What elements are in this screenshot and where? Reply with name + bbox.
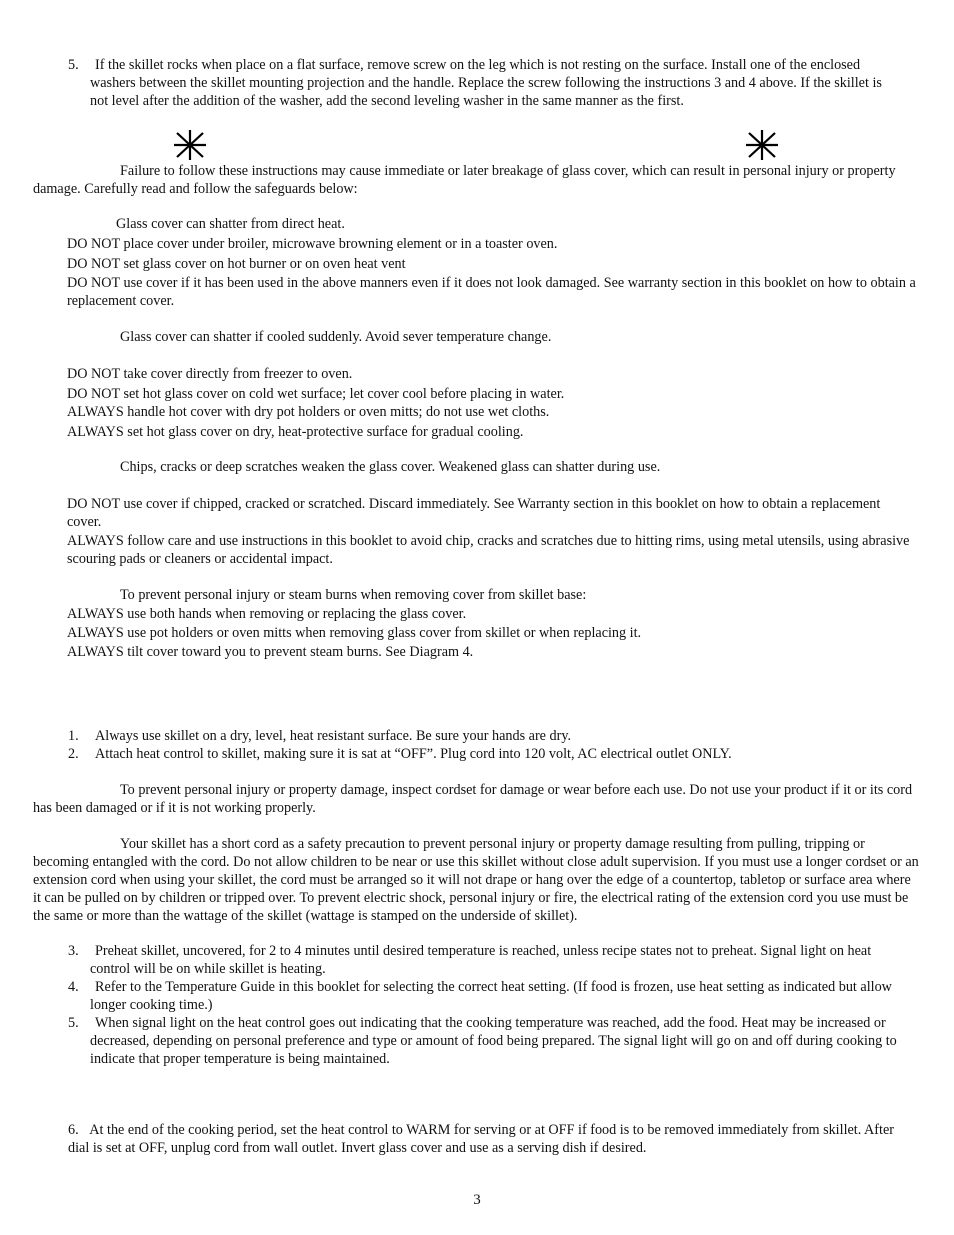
cool-item: DO NOT set hot glass cover on cold wet surface; let cover cool before placing in water. [67,386,565,402]
steam-heading: To prevent personal injury or steam burns when removing cover from skillet base: [120,587,587,603]
step-text: Refer to the Temperature Guide in this booklet for selecting the correct heat setting. (If food is frozen, use heat setting as indicated but allow longer cooking time.) [90,979,892,1013]
step-number: 5. [68,1015,79,1031]
step-text: Preheat skillet, uncovered, for 2 to 4 minutes until desired temperature is reached, unless recipe states not to preheat. Signal light on heat control will be on while skillet is heating. [90,943,872,977]
step-text: When signal light on the heat control goes out indicating that the cooking temperature was reached, add the food. Heat may be increased or decreased, depending on personal preference and type or amount of food being prepared. The signal light will go on and off during cooking to indicate that proper temperature is being maintained. [90,1015,897,1067]
step-number: 6. [68,1122,79,1138]
steam-item: ALWAYS use pot holders or oven mitts when removing glass cover from skillet or when replacing it. [67,625,642,641]
chips-item: ALWAYS follow care and use instructions in this booklet to avoid chip, cracks and scratches due to hitting rims, using metal utensils, using abrasive scouring pads or cleaners or accidental impact. [67,533,910,567]
step-text: If the skillet rocks when place on a flat surface, remove screw on the leg which is not resting on the surface. Install one of the enclosed washers between the skillet mounting projection and the handle. Replace the screw following the instructions 3 and 4 above. If the skillet is not level after the addition of the washer, add the second leveling washer in the same manner as the first. [90,57,882,109]
cool-item: ALWAYS set hot glass cover on dry, heat-protective surface for gradual cooling. [67,424,524,440]
asterisk-icon [744,128,780,162]
step-text: Attach heat control to skillet, making sure it is sat at “OFF”. Plug cord into 120 volt, AC electrical outlet ONLY. [95,746,732,762]
steam-item: ALWAYS tilt cover toward you to prevent steam burns. See Diagram 4. [67,644,474,660]
use-step [68,1014,908,1068]
use-step [68,1121,908,1157]
heat-item: DO NOT place cover under broiler, microwave browning element or in a toaster oven. [67,236,558,252]
use-step [68,745,918,763]
cool-heading: Glass cover can shatter if cooled suddenly. Avoid sever temperature change. [120,329,552,345]
asterisk-icon [172,128,208,162]
page-number: 3 [473,1192,481,1208]
use-step [68,727,918,745]
cool-item: ALWAYS handle hot cover with dry pot holders or oven mitts; do not use wet cloths. [67,404,550,420]
chips-heading: Chips, cracks or deep scratches weaken the glass cover. Weakened glass can shatter during use. [120,459,661,475]
leveling-step [68,56,898,110]
use-step [68,978,918,1014]
step-number: 5. [68,57,79,73]
heat-heading: Glass cover can shatter from direct heat. [116,216,345,232]
step-text: Always use skillet on a dry, level, heat resistant surface. Be sure your hands are dry. [95,728,572,744]
step-number: 4. [68,979,79,995]
cordset-warning: To prevent personal injury or property damage, inspect cordset for damage or wear before each use. Do not use your product if it or its cord has been damaged or if it is not working properly. [33,782,913,816]
use-step [68,942,908,978]
short-cord-warning: Your skillet has a short cord as a safety precaution to prevent personal injury or property damage resulting from pulling, tripping or becoming entangled with the cord. Do not allow children to be near or use this skillet without close adult supervision. If you must use a longer cordset or an extension cord when using your skillet, the cord must be arranged so it will not drape or hang over the edge of a countertop, tabletop or surface area where it can be pulled on by children or tripped over. To prevent electric shock, personal injury or fire, the electrical rating of the extension cord you use must be the same or more than the wattage of the skillet (wattage is stamped on the underside of skillet). [33,836,919,924]
chips-item: DO NOT use cover if chipped, cracked or scratched. Discard immediately. See Warranty section in this booklet on how to obtain a replacement cover. [67,496,881,530]
step-text [68,1121,908,1157]
step-number: 1. [68,728,79,744]
cool-item: DO NOT take cover directly from freezer to oven. [67,366,353,382]
step-number: 2. [68,746,79,762]
heat-item: DO NOT use cover if it has been used in the above manners even if it does not look damaged. See warranty section in this booklet on how to obtain a replacement cover. [67,275,916,309]
step-body: At the end of the cooking period, set the heat control to WARM for serving or at OFF if food is to be removed immediately from skillet. After dial is set at OFF, unplug cord from wall outlet. Invert glass cover and use as a serving dish if desired. [68,1122,894,1156]
step-number: 3. [68,943,79,959]
heat-item: DO NOT set glass cover on hot burner or on oven heat vent [67,256,406,272]
steam-item: ALWAYS use both hands when removing or replacing the glass cover. [67,606,467,622]
warning-intro: Failure to follow these instructions may cause immediate or later breakage of glass cover, which can result in personal injury or property damage. Carefully read and follow the safeguards below: [33,163,896,197]
